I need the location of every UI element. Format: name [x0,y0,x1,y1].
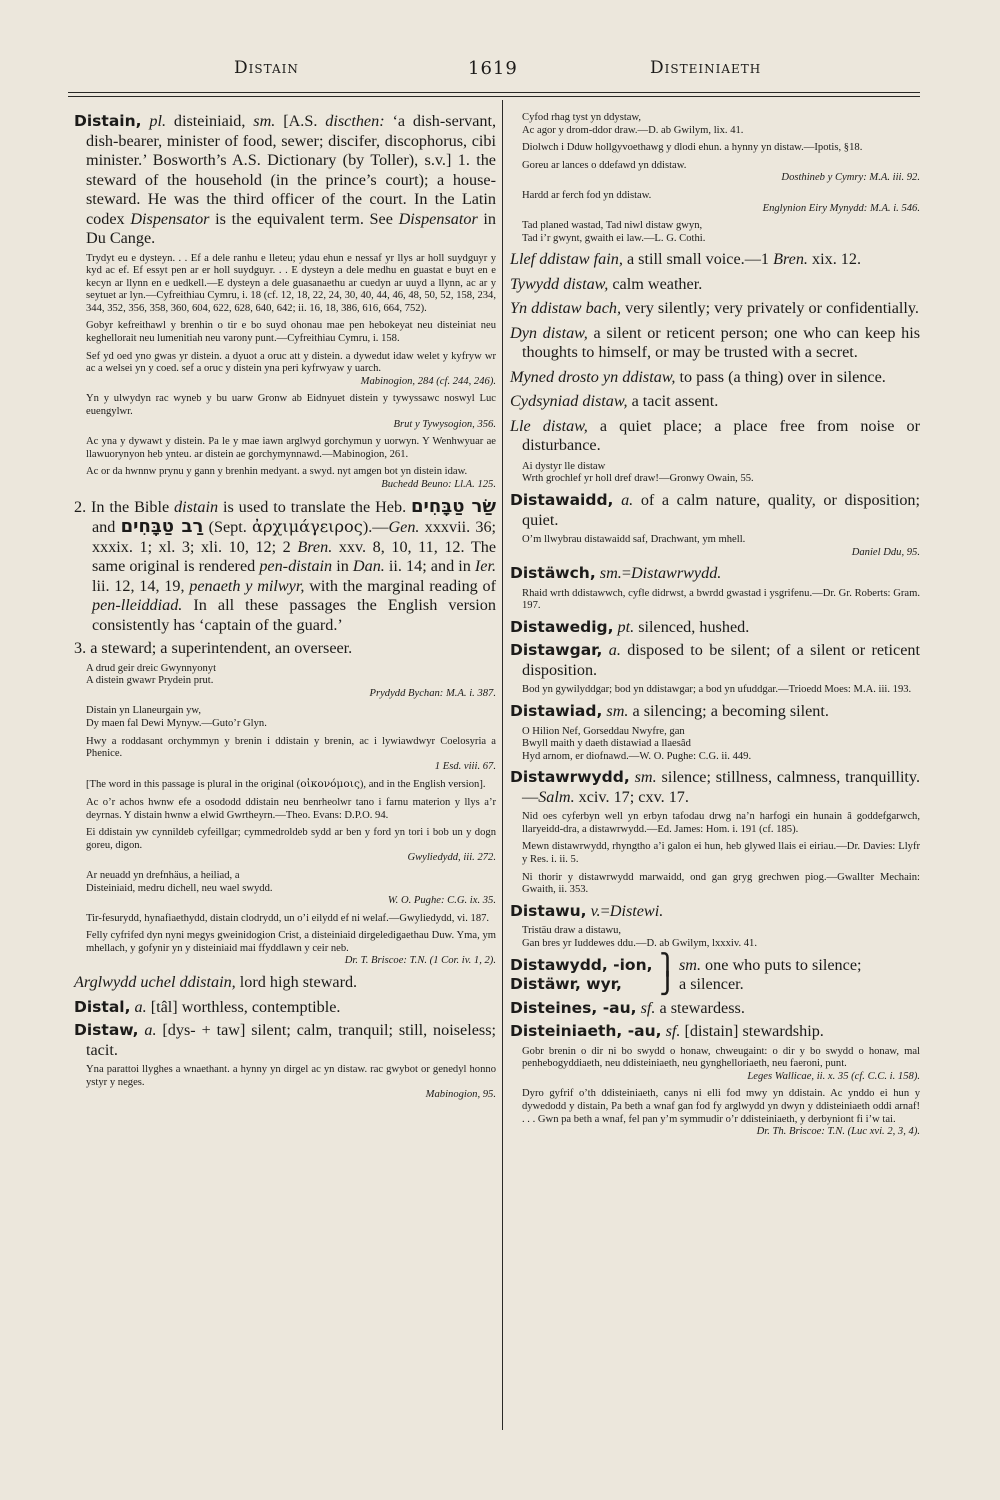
citation: Hardd ar ferch fod yn ddistaw. Englynion Eiry Mynydd: M.A. i. 546. [522,189,920,214]
citation: Yna parattoi llyghes a wnaethant. a hynny yn dirgel ac yn distaw. rac gwybot or genedyl honno ystyr y neges. Mabinogion, 95. [86,1064,496,1101]
running-head-left: Distain [234,58,299,78]
entry-distawydd [510,953,920,996]
entry-distawgar: Distawgar, a. disposed to be silent; of a silent or reticent disposition. [510,641,920,679]
headword: Distäwch, [510,564,596,583]
hebrew-term: שַׂר טַבָּחִים [411,495,497,517]
citation: Distain yn Llaneurgain yw, Dy maen fal Dewi Mynyw.—Guto’r Glyn. [86,705,267,729]
running-head-right: Disteiniaeth [650,58,762,78]
hebrew-term: רַב טַבָּחִים [120,516,204,538]
citation: Dyro gyfrif o’th ddisteiniaeth, canys ni elli fod mwy yn ddistain. Ac ynddo ei hun y dywedodd y distain, Pa beth a wnaf gan fod fy arglwydd yn dwyn y ddisteiniaeth oddi arnaf! . . . Gwn pa beth a wnaf, fel pan y’m symmudir o’r ddisteiniaeth, y derbyniont fi i’w tai. Dr. Th. Briscoe: T.N. (Luc xvi. 2, 3, 4). [522,1088,920,1138]
bracket-note: [The word in this passage is plural in the original (οἰκονόμοις), and in the English version]. [86,778,486,791]
left-column [74,112,496,1107]
header-rule [68,92,920,93]
citation: Ni thorir y distawrwydd marwaidd, ond gan gryg grechwen piog.—Gwallter Mechain: Gwaith, ii. 353. [522,871,920,896]
citation: Ai dystyr lle distaw Wrth grochlef yr holl dref draw!—Gronwy Owain, 55. [522,460,754,485]
entry-distawrwydd: Distawrwydd, sm. silence; stillness, calmness, tranquillity.—Salm. xciv. 17; cxv. 17. [510,768,921,806]
citation: Gobyr kefreithawl y brenhin o tir e bo suyd ohonau mae pen hebokeyat neu disteiniat neu keghellorait neu lumenitiah neu varony punt.—Cyfreithiau Cymru, i. 158. [86,320,496,345]
headword: Disteines, -au, [510,998,637,1017]
headword: Distawiad, [510,702,603,720]
citation: Bod yn gywilyddgar; bod yn ddistawgar; a bod yn ufuddgar.—Trioedd Moes: M.A. iii. 193. [522,684,912,696]
pair-line: Distawydd, -ion, ⎫ sm. one who puts to silence; [510,953,862,976]
phrase-entry: Tywydd distaw, calm weather. [510,274,703,293]
citation: Yn y ulwydyn rac wyneb y bu uarw Gronw ab Eidnyuet distein y tywyssawc noswyl Luc euengylwr. Brut y Tywysogion, 356. [86,393,496,430]
phrase-entry: Lle distaw, a quiet place; a place free from noise or disturbance. [510,416,921,455]
column-separator [502,100,503,1430]
entry-distain: Distain, pl. disteiniaid, sm. [A.S. discthen: ‘a dish-servant, dish-bearer, minister of food, sewer; discifer, discophorus, cibi minister.’ Bosworth’s A.S. Dictionary (by Toller), s.v.] 1. the steward of the household (in the prince’s court); a house-steward. He was the third officer of the court. In the Latin codex Dispensator is the equivalent term. See Dispensator in Du Cange. [74,112,497,247]
citation: Tristäu draw a distawu, Gan bres yr Iuddewes ddu.—D. ab Gwilym, lxxxiv. 41. [522,925,757,949]
citation: Nid oes cyferbyn well yn erbyn tafodau drwg na’n harfogi ein hunain â goddefgarwch, llaryeidd-dra, a distawrwydd.—Ed. James: Hom. i. 191 (cf. 185). [522,811,920,835]
phrase-entry: Yn ddistaw bach, very silently; very privately or confidentially. [510,299,919,318]
phrase-entry: Llef ddistaw fain, a still small voice.—1 Bren. xix. 12. [510,250,862,269]
headword: Distäwr, wyr, [510,975,622,994]
citation: Mewn distawrwydd, rhyngtho a’i galon ei hun, heb glywed llais ei eiriau.—Dr. Davies: Llyfr y Res. i. ii. 5. [522,841,920,866]
headword: Distawu, [510,901,587,920]
headword: Distawedig, [510,617,614,636]
entry-distawaidd: Distawaidd, a. of a calm nature, quality, or disposition; quiet. [510,491,921,529]
phrase-entry: Dyn distaw, a silent or reticent person; one who can keep his thoughts to himself, or may be trusted with a secret. [510,323,921,362]
citation: Ac o’r achos hwnw efe a osododd ddistain neu benrheolwr tano i farnu materion y llys a’r deyrnas. Y distain hwnw a elwid Gwrtheyrn.—Theo. Evans: D.P.O. 94. [86,796,496,821]
citation: A drud geir dreic Gwynnyonyt A distein gwawr Prydein prut. Prydydd Bychan: M.A. i. 387. [86,662,496,699]
citation: O Hilion Nef, Gorseddau Nwyfre, gan Bwyll maith y daeth distawiad a llaesâd Hyd arnom, er diofnawd.—W. O. Pughe: C.G. ii. 449. [522,725,752,762]
citation: Tir-fesurydd, hynafiaethydd, distain clodrydd, un o’i eilydd ef ni welaf.—Gwyliedydd, vi. 187. [86,912,490,924]
citation: Diolwch i Dduw hollgyvoethawg y dlodi ehun. a hynny yn distaw.—Ipotis, §18. [522,142,863,154]
citation: Gobr brenin o dir ni bo swydd o honaw, chweugaint: o dir y bo swydd o honaw, mal penhebogyddiaeth, neu ddisteiniaeth, neu gynghelloriaeth, neu faeroni, punt. Leges Wallicae, ii. x. 35 (cf. C.C. i. 158). [522,1045,920,1082]
phrase-entry: Arglwydd uchel ddistain, lord high steward. [74,973,358,992]
headword: Distain, [74,112,142,130]
entry-distal: Distal, a. [tâl] worthless, contemptible. [74,997,341,1016]
greek-term: ἀρχιμάγειρος [252,517,363,537]
sense-2: 2. In the Bible distain is used to translate the Heb. שַׂר טַבָּחִים and רַב טַבָּחִים (Sept. ἀρχιμάγειρος).—Gen. xxxvii. 36; xxxix. 1; xl. 3; xli. 10, 12; 2 Bren. xxv. 8, 10, 11, 12. The same original is rendered pen-distain in Dan. ii. 14; and in Ier. lii. 12, 14, 19, penaeth y milwyr, with the marginal reading of pen-lleiddiad. In all these passages the English version consistently has ‘captain of the guard.’ [74,495,497,634]
entry-distaw: Distaw, a. [dys- + taw] silent; calm, tranquil; still, noiseless; tacit. [74,1021,496,1059]
headword: Distawaidd, [510,491,614,510]
sense-3: 3. a steward; a superintendent, an overseer. [74,639,353,658]
headword: Disteiniaeth, -au, [510,1022,662,1041]
citation: Ar neuadd yn drefnhäus, a heiliad, a Disteiniaid, medru dichell, neu wael swydd. W. O. Pughe: C.G. ix. 35. [86,869,496,907]
phrase-entry: Cydsyniad distaw, a tacit assent. [510,392,719,411]
entry-distawch: Distäwch, sm.=Distawrwydd. [510,564,722,583]
citation: Ei ddistain yw cynnildeb cyfeillgar; cymmedroldeb sydd ar ben y ford yn tori i bob un y dogn goreu, digon. Gwyliedydd, iii. 272. [86,827,496,864]
citation: Rhaid wrth ddistawwch, cyfle didrwst, a bwrdd gwastad i ysgrifenu.—Dr. Gr. Roberts: Gram. 197. [522,587,920,612]
headword: Distawgar, [510,641,603,660]
citation: O’m llwybrau distawaidd saf, Drachwant, ym mhell. Daniel Ddu, 95. [522,534,920,558]
citation: Cyfod rhag tyst yn ddystaw, Ac agor y drom-ddor draw.—D. ab Gwilym, lix. 41. [522,112,744,136]
headword: Distal, [74,997,131,1016]
entry-distawedig: Distawedig, pt. silenced, hushed. [510,617,750,636]
citation: Goreu ar lances o ddefawd yn ddistaw. Dosthineb y Cymry: M.A. iii. 92. [522,159,920,184]
brace: ⎭ [660,973,675,996]
entry-distawu: Distawu, v.=Distewi. [510,901,664,920]
citation: Tad planed wastad, Tad niwl distaw gwyn, Tad i’r gwynt, gwaith ei law.—L. G. Cothi. [522,220,706,244]
right-column [510,112,920,1144]
citation: Trydyt eu e dysteyn. . . Ef a dele ranhu e lleteu; ydau ehun e nessaf yr llys ar holl suydguyr y kyd ac ef. Ef essyt pen ar er holl suydguyr. . . E dysteyn a dele medhu en guastat e buyt en e kecyn ar llynn en e uedkell.—E dysteyn a dele guasanaethu ar cuedyn ar uuyd a llynn, ac ar y seytuet ar lyn.—Cyfreithiau Cymru, i. 18 (cf. 12, 18, 22, 24, 30, 40, 44, 46, 48, 50, 52, 158, 234, 344, 352, 356, 358, 360, 604, 622, 628, 640, 642; ii. 16, 18, 386, 616, 664, 752). [86,252,496,314]
entry-distawiad: Distawiad, sm. a silencing; a becoming silent. [510,702,829,720]
citation: Felly cyfrifed dyn nyni megys gweinidogion Crist, a disteiniaid dirgeledigaethau Duw. Yma, ym mhellach, y gofynir yn y disteiniaid mai ffyddlawn y ceir neb. Dr. T. Briscoe: T.N. (1 Cor. iv. 1, 2). [86,930,496,967]
brace: ⎫ [660,953,675,976]
headword: Distawrwydd, [510,768,630,787]
citation: Hwy a roddasant orchymmyn y brenin i ddistain y brenin, ac i lywiawdwyr Coelosyria a Phenice. 1 Esd. viii. 67. [86,735,496,772]
citation: Sef yd oed yno gwas yr distein. a dyuot a oruc att y distein. a dywedut idaw welet y kyfryw wr ac a welsei yn y coed. sef a oruc y distein yna peri kyfrwyaw y uarch. Mabinogion, 284 (cf. 244, 246). [86,350,496,387]
header-rule-double [68,96,920,97]
entry-disteines: Disteines, -au, sf. a stewardess. [510,998,745,1017]
headword: Distaw, [74,1021,139,1040]
page-number: 1619 [468,58,518,79]
citation: Ac yna y dywawt y distein. Pa le y mae iawn arglwyd gorchymun y uorwyn. Y Wenhwyuar ae llawuorynyon heb ynteu. ar distein ae gorchymynnawd.—Mabinogion, 261. [86,436,496,460]
phrase-entry: Myned drosto yn ddistaw, to pass (a thing) over in silence. [510,367,886,386]
citation: Ac or da hwnnw prynu y gann y brenhin medyant. a swyd. nyt amgen bot yn distein idaw. Buchedd Beuno: Ll.A. 125. [86,466,496,490]
pair-line: Distäwr, wyr, ⎭ a silencer. [510,973,744,996]
entry-disteiniaeth: Disteiniaeth, -au, sf. [distain] stewardship. [510,1022,824,1041]
headword: Distawydd, -ion, [510,955,653,974]
